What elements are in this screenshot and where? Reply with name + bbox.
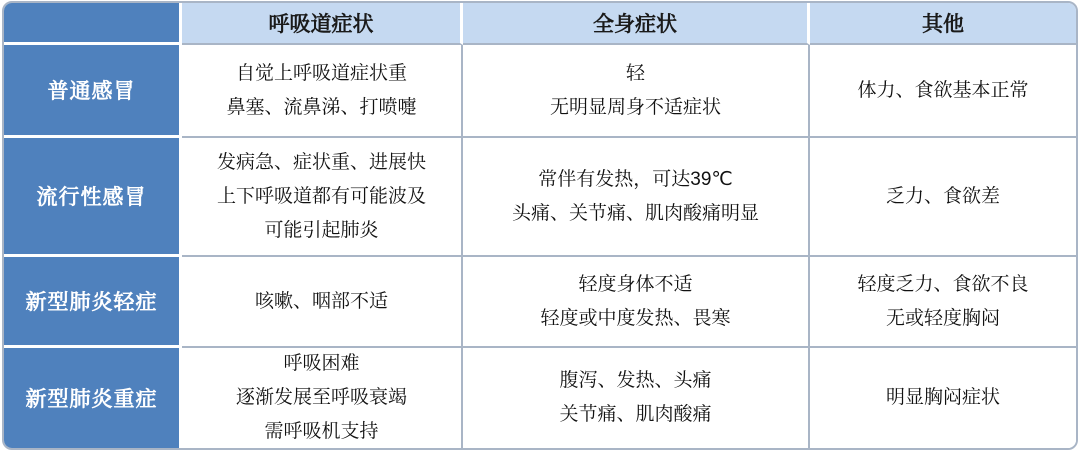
row-label: 新型肺炎重症	[4, 348, 182, 448]
symptom-cell	[463, 45, 810, 138]
row-label: 新型肺炎轻症	[4, 257, 182, 348]
symptom-cell	[810, 257, 1076, 348]
column-header-other: 其他	[810, 3, 1076, 45]
cell-line: 鼻塞、流鼻涕、打喷嚏	[226, 96, 417, 118]
cell-line: 自觉上呼吸道症状重	[235, 62, 407, 84]
symptom-cell	[463, 348, 810, 448]
symptom-cell	[182, 257, 463, 348]
cell-line: 轻	[625, 62, 645, 84]
row-label: 流行性感冒	[4, 138, 182, 257]
corner-cell	[4, 3, 182, 45]
cell-line: 无或轻度胸闷	[885, 307, 1000, 329]
cell-line: 咳嗽、咽部不适	[254, 290, 388, 312]
cell-line: 乏力、食欲差	[885, 185, 1000, 207]
cell-line: 轻度乏力、食欲不良	[857, 273, 1029, 295]
column-header-respiratory: 呼吸道症状	[182, 3, 463, 45]
cell-line: 明显胸闷症状	[885, 387, 1000, 408]
symptom-cell	[182, 348, 463, 448]
cell-line: 呼吸困难	[283, 353, 360, 374]
cell-line: 头痛、关节痛、肌肉酸痛明显	[511, 202, 759, 224]
cell-line: 轻度身体不适	[578, 273, 693, 295]
cell-line: 上下呼吸道都有可能波及	[216, 185, 426, 207]
column-header-systemic: 全身症状	[463, 3, 810, 45]
row-label: 普通感冒	[4, 45, 182, 138]
cell-line: 常伴有发热，可达39℃	[538, 168, 733, 190]
symptom-cell	[810, 45, 1076, 138]
symptom-cell	[463, 138, 810, 257]
cell-line: 关节痛、肌肉酸痛	[559, 404, 712, 425]
symptom-comparison-table	[2, 1, 1078, 450]
cell-line: 需呼吸机支持	[264, 421, 379, 442]
symptom-cell	[463, 257, 810, 348]
symptom-cell	[810, 138, 1076, 257]
cell-line: 轻度或中度发热、畏寒	[540, 307, 731, 329]
cell-line: 体力、食欲基本正常	[857, 79, 1029, 101]
cell-line: 发病急、症状重、进展快	[216, 151, 426, 173]
cell-line: 无明显周身不适症状	[549, 96, 721, 118]
symptom-cell	[182, 45, 463, 138]
symptom-cell	[182, 138, 463, 257]
cell-line: 逐渐发展至呼吸衰竭	[235, 387, 407, 408]
symptom-cell	[810, 348, 1076, 448]
cell-line: 可能引起肺炎	[264, 219, 379, 241]
cell-line: 腹泻、发热、头痛	[559, 370, 712, 391]
